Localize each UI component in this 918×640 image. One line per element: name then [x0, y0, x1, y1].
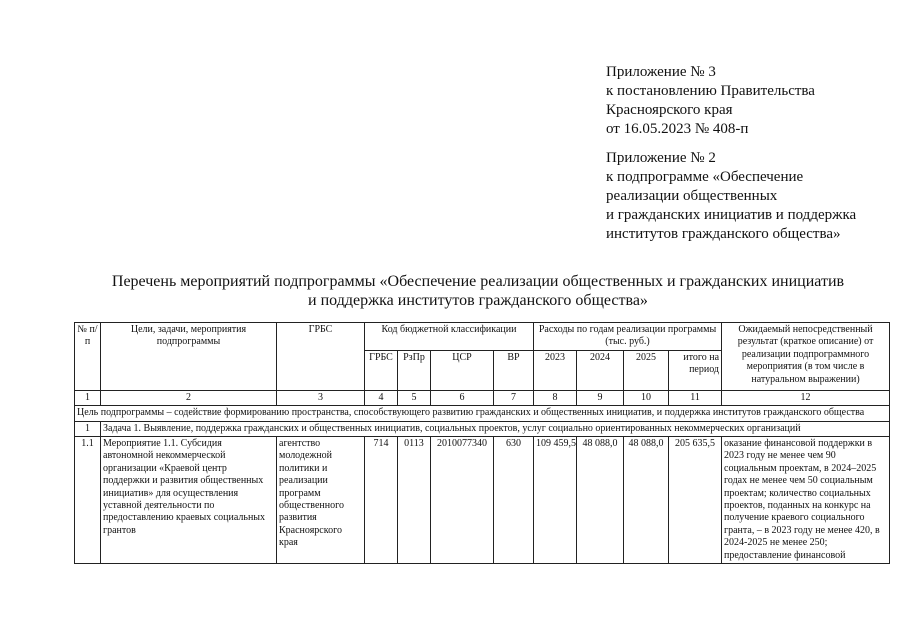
appendix-2-line-5: институтов гражданского общества»: [606, 226, 841, 242]
appendix-2-line-1: Приложение № 2: [606, 150, 716, 166]
appendix-3-line-4: от 16.05.2023 № 408-п: [606, 121, 749, 137]
row-2024-value: 48 088,0: [577, 437, 624, 564]
appendix-3-line-2: к постановлению Правительства: [606, 83, 815, 99]
column-number: 10: [624, 390, 669, 405]
column-number: 11: [669, 390, 722, 405]
row-grbs-code: 714: [365, 437, 398, 564]
row-grbs-name: агентство молодежной политики и реализации программ общественного развития Красноярского края: [277, 437, 365, 564]
row-total-value: 205 635,5: [669, 437, 722, 564]
column-number: 5: [398, 390, 431, 405]
row-rzpr-code: 0113: [398, 437, 431, 564]
document-title-line-1: Перечень мероприятий подпрограммы «Обеспечение реализации общественных и гражданских инициатив: [111, 273, 845, 290]
column-number: 2: [101, 390, 277, 405]
row-result-text: оказание финансовой поддержки в 2023 году не менее чем 90 социальным проектам, в 2024–2025 годах не менее чем 50 социальным проектам; количество социальных проектов, поданных на конкурс на получение краевого социального гранта, – в 2023 году не менее 420, в 2024-2025 не менее 250; предоставление финансовой: [722, 437, 890, 564]
subheader-vr: ВР: [494, 350, 534, 390]
appendix-3-line-3: Красноярского края: [606, 102, 733, 118]
subheader-2025: 2025: [624, 350, 669, 390]
header-expenses: Расходы по годам реализации программы (тыс. руб.): [534, 323, 722, 351]
column-number: 12: [722, 390, 890, 405]
goal-row: [75, 406, 890, 421]
measures-table: [74, 322, 890, 564]
document-title-line-2: и поддержка институтов гражданского общества»: [308, 292, 648, 309]
header-result: Ожидаемый непосредственный результат (краткое описание) от реализации подпрограммного мероприятия (в том числе в натуральном выражении): [722, 323, 890, 391]
appendix-3-line-1: Приложение № 3: [606, 64, 716, 80]
column-numbers-row: [75, 390, 890, 405]
subheader-grbs: ГРБС: [365, 350, 398, 390]
row-measure-name: Мероприятие 1.1. Субсидия автономной некоммерческой организации «Краевой центр поддержки и развития общественных инициатив» для осуществления уставной деятельности по предоставлению краевых социальных грантов: [101, 437, 277, 564]
task-row: [75, 421, 890, 436]
header-grbs: ГРБС: [277, 323, 365, 391]
column-number: 9: [577, 390, 624, 405]
subheader-2024: 2024: [577, 350, 624, 390]
goal-text: Цель подпрограммы – содействие формированию пространства, способствующего развитию гражданских и общественных инициатив, и поддержка институтов гражданского общества: [75, 406, 890, 421]
column-number: 4: [365, 390, 398, 405]
subheader-csr: ЦСР: [431, 350, 494, 390]
column-number: 7: [494, 390, 534, 405]
row-csr-code: 2010077340: [431, 437, 494, 564]
column-number: 6: [431, 390, 494, 405]
column-number: 3: [277, 390, 365, 405]
row-2025-value: 48 088,0: [624, 437, 669, 564]
appendix-2-line-3: реализации общественных: [606, 188, 778, 204]
appendix-2-block: [606, 149, 856, 244]
appendix-2-line-4: и гражданских инициатив и поддержка: [606, 207, 857, 223]
row-2023-value: 109 459,5: [534, 437, 577, 564]
appendix-2-line-2: к подпрограмме «Обеспечение: [606, 169, 804, 185]
row-vr-code: 630: [494, 437, 534, 564]
header-num: № п/п: [75, 323, 101, 391]
subheader-rzpr: РзПр: [398, 350, 431, 390]
subheader-2023: 2023: [534, 350, 577, 390]
column-number: 1: [75, 390, 101, 405]
table-header-row: [75, 323, 890, 351]
task-num: 1: [75, 421, 101, 436]
document-title: [60, 272, 896, 310]
table-row: [75, 437, 890, 564]
row-num: 1.1: [75, 437, 101, 564]
appendix-3-block: [606, 63, 815, 139]
header-budget-code: Код бюджетной классификации: [365, 323, 534, 351]
column-number: 8: [534, 390, 577, 405]
task-text: Задача 1. Выявление, поддержка гражданских и общественных инициатив, социальных проектов, услуг социально ориентированных некоммерческих организаций: [101, 421, 890, 436]
header-goals: Цели, задачи, мероприятия подпрограммы: [101, 323, 277, 391]
subheader-total: итого на период: [669, 350, 722, 390]
